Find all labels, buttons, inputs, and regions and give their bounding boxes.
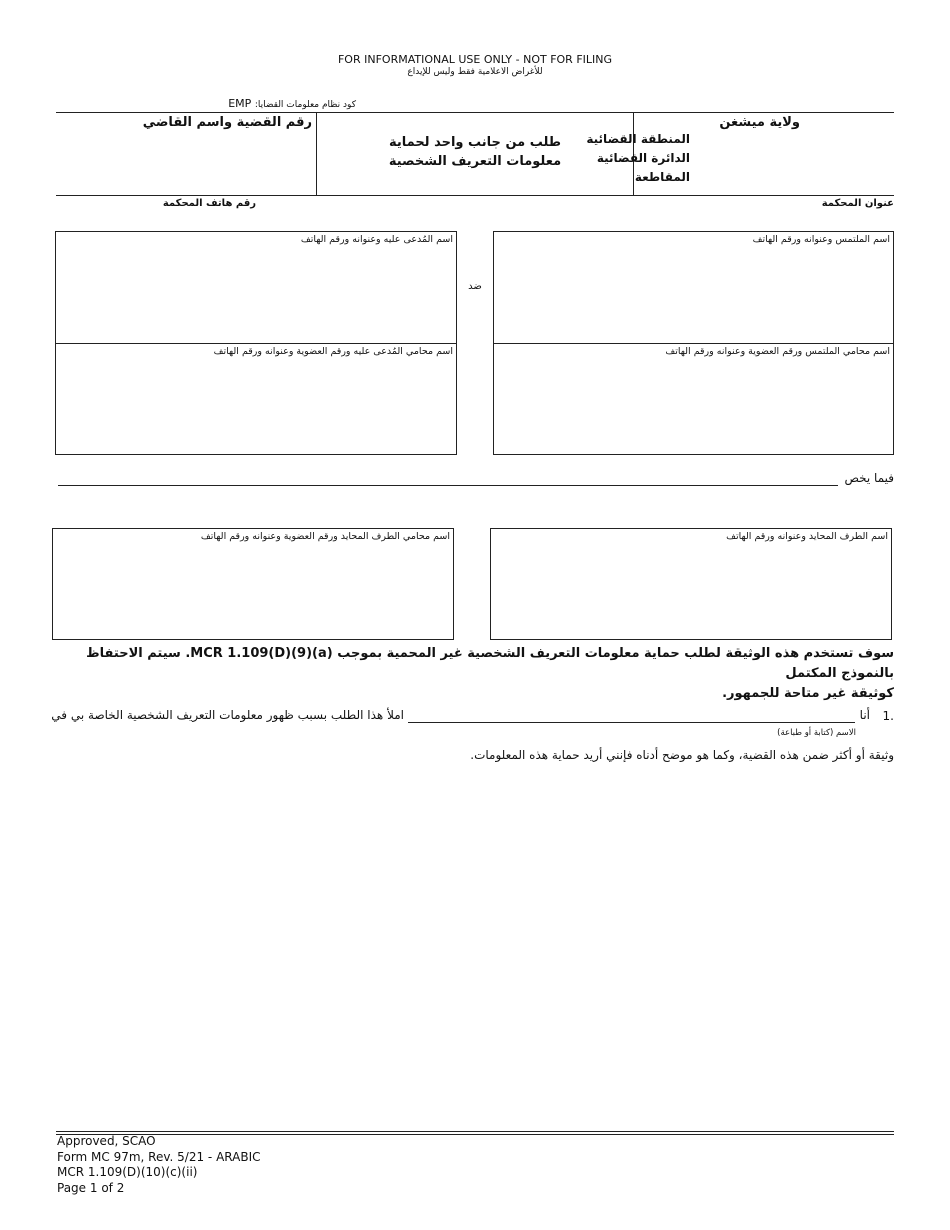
case-number-label: رقم القضية واسم القاضي [142,115,312,130]
footer-block [57,1134,260,1196]
third-party-attorney-field: اسم محامي الطرف المحايد ورقم العضوية وعنوانه ورقم الهاتف [200,531,450,542]
in-the-matter-label: فيما يخص [844,471,894,485]
notice-rule: MCR 1.109(D)(9)(a) [190,646,333,661]
header-bottom-rule [56,195,894,196]
header-top-rule [56,112,894,113]
district-label: المنطقة القضائية [586,132,690,146]
respondent-box [55,231,457,455]
item1-line2: وثيقة أو أكثر ضمن هذه القضية، وكما هو موضح أدناه فإنني أريد حماية هذه المعلومات. [470,748,894,762]
case-code-value: EMP [228,97,252,110]
form-title-line1: طلب من جانب واحد لحماية [388,135,562,150]
respondent-box-divider [56,343,456,344]
county-label: المقاطعة [634,170,690,184]
banner-en: FOR INFORMATIONAL USE ONLY - NOT FOR FILING [337,53,613,66]
case-code [56,97,356,110]
respondent-attorney-field[interactable]: اسم محامي المُدعى عليه ورقم العضوية وعنوانه ورقم الهاتف [213,346,453,357]
petitioner-name-field[interactable]: اسم الملتمس وعنوانه ورقم الهاتف [752,234,890,245]
footer-page: Page 1 of 2 [57,1180,125,1195]
circuit-label: الدائرة القضائية [596,151,690,165]
third-party-name-field: اسم الطرف المحايد وعنوانه ورقم الهاتف [726,531,888,542]
petitioner-box-divider [494,343,893,344]
item1-number: 1. [882,709,894,723]
notice-paragraph [40,644,894,704]
respondent-name-field[interactable]: اسم المُدعى عليه وعنوانه ورقم الهاتف [300,234,453,245]
third-party-attorney-box[interactable] [52,528,454,640]
item1-rest: املأ هذا الطلب بسبب ظهور معلومات التعريف الشخصية الخاصة بي في [51,708,404,722]
form-title-line2: معلومات التعريف الشخصية [388,154,562,169]
footer-rule-top [56,1131,894,1132]
item1-i-am: أنا [859,708,870,722]
case-code-label: كود نظام معلومات القضايا: [254,100,356,110]
notice-line1-b: . سيتم الاحتفاظ بالنموذج المكتمل [86,646,894,681]
notice-line2: كوثيقة غير متاحة للجمهور. [722,686,894,701]
court-phone-label: رقم هاتف المحكمة [162,198,256,209]
item1-name-line[interactable] [408,722,855,723]
in-the-matter-line[interactable] [58,485,838,486]
footer-approved: Approved, SCAO [57,1134,156,1148]
petitioner-attorney-field[interactable]: اسم محامي الملتمس ورقم العضوية وعنوانه ورقم الهاتف [665,346,890,357]
court-address-label: عنوان المحكمة [821,198,894,209]
footer-form: Form MC 97m, Rev. 5/21 - ARABIC [57,1149,261,1164]
state-heading: ولاية ميشغن [719,115,800,130]
versus-label: ضد [468,281,482,292]
item1-name-hint: الاسم (كتابة أو طباعة) [777,728,856,738]
footer-rule: MCR 1.109(D)(10)(c)(ii) [57,1165,198,1179]
petitioner-box [493,231,894,455]
notice-line1 [40,644,894,684]
notice-line1-a: سوف تستخدم هذه الوثيقة لطلب حماية معلومات التعريف الشخصية غير المحمية بموجب [332,646,894,661]
third-party-box[interactable] [490,528,892,640]
banner-ar: للأغراض الاعلامية فقط وليس للإيداع [407,67,543,77]
